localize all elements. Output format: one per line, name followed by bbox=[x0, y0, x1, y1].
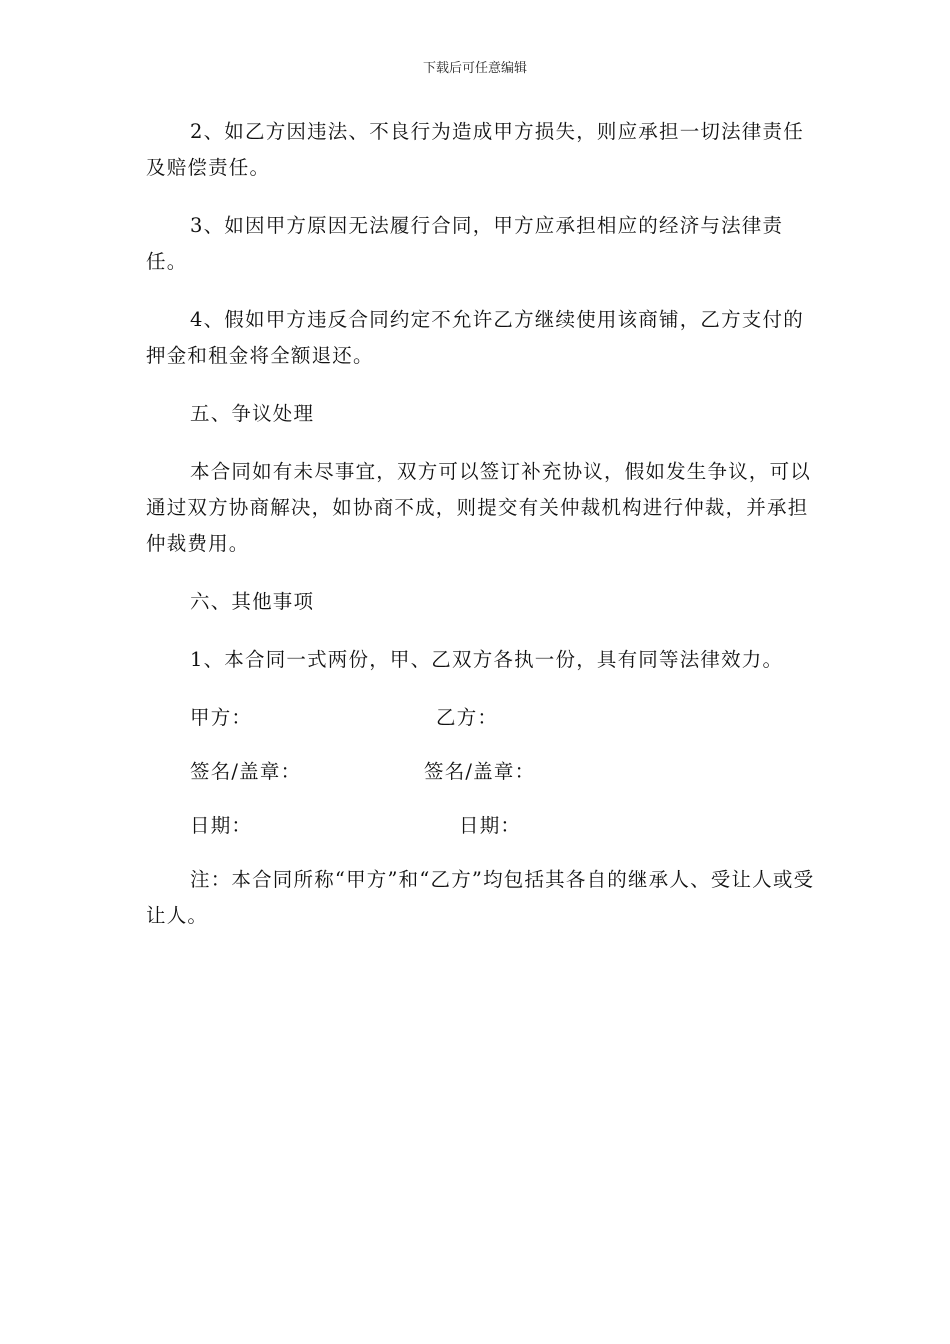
clause-3: 3、如因甲方原因无法履行合同，甲方应承担相应的经济与法律责任。 bbox=[146, 214, 784, 273]
sign-b-label: 签名/盖章： bbox=[424, 760, 536, 783]
footnote: 注：本合同所称“甲方”和“乙方”均包括其各自的继承人、受让人或受让人。 bbox=[146, 868, 815, 927]
section-6-title: 六、其他事项 bbox=[190, 590, 315, 613]
date-row bbox=[146, 808, 816, 844]
section-5-body: 本合同如有未尽事宜，双方可以签订补充协议，假如发生争议，可以通过双方协商解决，如协商不成，则提交有关仲裁机构进行仲裁，并承担仲裁费用。 bbox=[146, 460, 812, 555]
date-a-label: 日期： bbox=[190, 814, 253, 837]
header-note: 下载后可任意编辑 bbox=[422, 61, 527, 76]
party-a-label: 甲方： bbox=[190, 706, 253, 729]
sign-a-label: 签名/盖章： bbox=[190, 760, 302, 783]
section-5-title: 五、争议处理 bbox=[190, 402, 315, 425]
signature-row bbox=[146, 754, 816, 790]
clause-2: 2、如乙方因违法、不良行为造成甲方损失，则应承担一切法律责任及赔偿责任。 bbox=[146, 120, 804, 179]
section-6-item-1: 1、本合同一式两份，甲、乙双方各执一份，具有同等法律效力。 bbox=[190, 648, 784, 671]
contract-body bbox=[146, 114, 816, 956]
party-row bbox=[146, 700, 816, 736]
party-b-label: 乙方： bbox=[436, 706, 499, 729]
clause-4: 4、假如甲方违反合同约定不允许乙方继续使用该商铺，乙方支付的押金和租金将全额退还。 bbox=[146, 308, 804, 367]
date-b-label: 日期： bbox=[459, 814, 522, 837]
